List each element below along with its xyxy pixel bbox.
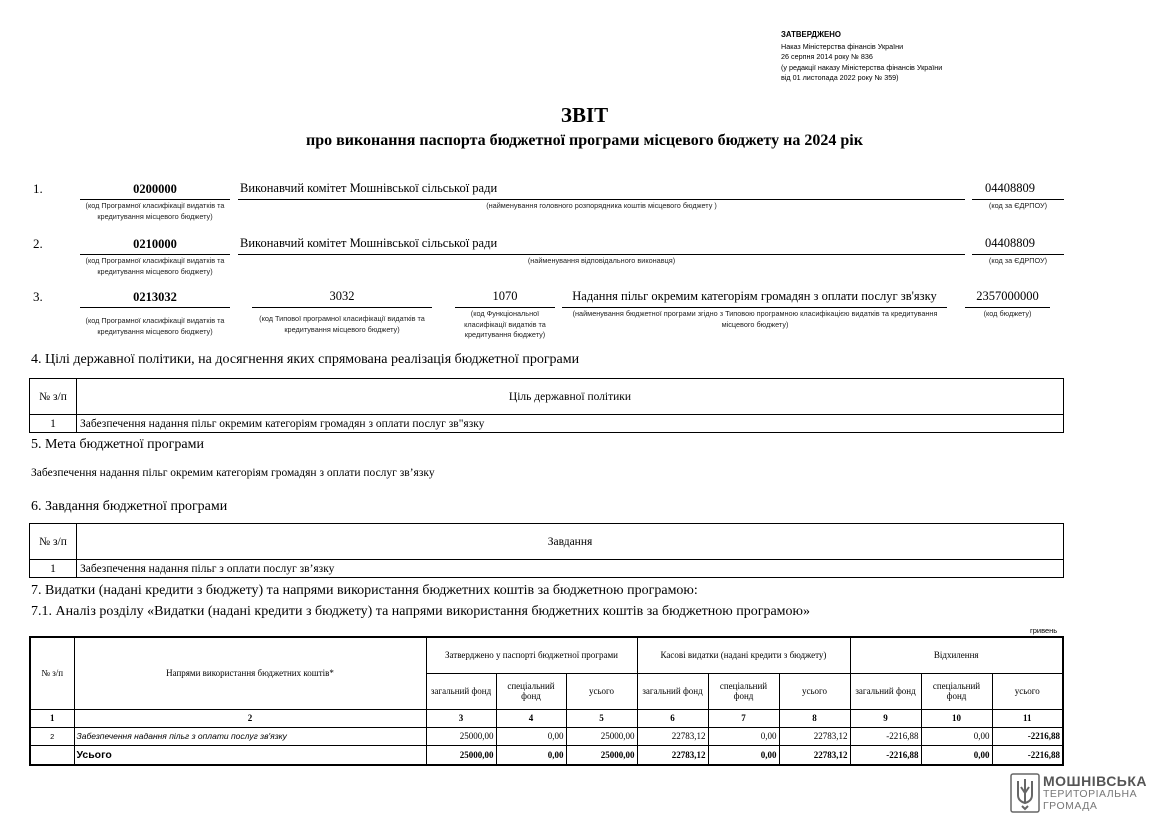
col-index: 2 [74,709,426,727]
col-index: 5 [566,709,637,727]
program-purpose: Забезпечення надання пільг окремим категоріям громадян з оплати послуг зв’язку [31,467,435,479]
col-index: 8 [779,709,850,727]
report-subtitle: про виконання паспорта бюджетної програми місцевого бюджету на 2024 рік [306,132,863,149]
policy-goals-table [29,378,1064,433]
total-deviation-general: -2216,88 [850,745,921,765]
section7-heading: 7. Видатки (надані кредити з бюджету) та напрями використання бюджетних коштів за бюджетною програмою: [31,583,698,598]
goal-text: Забезпечення надання пільг окремим категоріям громадян з оплати послуг зв"язку [77,415,1064,433]
row1-code-caption: (код Програмної класифікації видатків та кредитування місцевого бюджету) [85,201,225,221]
approval-line: від 01 листопада 2022 року № 359) [781,73,899,82]
header-cash-expenses: Касові видатки (надані кредити з бюджету) [637,637,850,673]
header-general-fund: загальний фонд [850,673,921,709]
row3-code: 0213032 [133,290,177,304]
row3-typical-caption: (код Типової програмної класифікації видатків та кредитування місцевого бюджету) [259,314,425,334]
deviation-general: -2216,88 [850,727,921,745]
header-total: усього [566,673,637,709]
col-number-header: № з/п [30,379,77,415]
program-tasks-table [29,523,1064,578]
row3-functional-caption: (код Функціональної класифікації видатків та кредитування бюджету) [464,309,546,339]
approval-line: (у редакції наказу Міністерства фінансів України [781,62,943,72]
total-approved-general: 25000,00 [426,745,496,765]
col-index: 3 [426,709,496,727]
row1-name-caption: (найменування головного розпорядника коштів місцевого бюджету ) [486,201,717,210]
row1-edrpou: 04408809 [985,181,1035,195]
total-deviation-special: 0,00 [921,745,992,765]
col-index: 9 [850,709,921,727]
row3-budget-line [965,307,1050,308]
trident-icon [1010,773,1040,813]
row-number: 1 [30,560,77,578]
total-cash-general: 22783,12 [637,745,708,765]
row1-number: 1. [33,181,43,196]
approved-general: 25000,00 [426,727,496,745]
approval-title: ЗАТВЕРДЖЕНО [781,30,841,39]
header-direction: Напрями використання бюджетних коштів* [74,637,426,709]
header-total: усього [779,673,850,709]
table-row [30,415,1064,433]
approved-special: 0,00 [496,727,566,745]
approval-line: 26 серпня 2014 року № 836 [781,52,873,61]
approval-stamp [781,30,942,84]
section5-heading: 5. Мета бюджетної програми [31,437,204,452]
row3-name-line [562,307,947,308]
header-special-fund: спеціальний фонд [921,673,992,709]
logo-line2: ТЕРИТОРІАЛЬНА [1043,788,1138,800]
cash-special: 0,00 [708,727,779,745]
row3-number: 3. [33,289,43,304]
total-row [30,745,1063,765]
row2-code-line [80,254,230,255]
header-approved: Затверджено у паспорті бюджетної програми [426,637,637,673]
row2-edrpou: 04408809 [985,236,1035,250]
section4-heading: 4. Цілі державної політики, на досягнення яких спрямована реалізація бюджетної програми [31,352,580,367]
row3-code-caption: (код Програмної класифікації видатків та кредитування місцевого бюджету) [85,316,225,336]
row-number: 2 [30,727,74,745]
total-label: Усього [74,745,426,765]
row2-name: Виконавчий комітет Мошнівської сільської ради [240,236,498,250]
total-deviation-total: -2216,88 [992,745,1063,765]
header-deviation: Відхилення [850,637,1063,673]
row-number: 1 [30,415,77,433]
header-total: усього [992,673,1063,709]
col-index: 4 [496,709,566,727]
row1-code: 0200000 [133,182,177,196]
expenditures-table [29,636,1064,766]
currency-unit: гривень [1030,626,1058,635]
row1-name: Виконавчий комітет Мошнівської сільської ради [240,181,498,195]
row1-name-line [238,199,965,200]
column-numbers-row [30,709,1063,727]
col-index: 6 [637,709,708,727]
col-index: 7 [708,709,779,727]
header-general-fund: загальний фонд [637,673,708,709]
row1-edrpou-line [972,199,1064,200]
row3-functional-line [455,307,555,308]
table-row [30,560,1064,578]
row3-typical-code: 3032 [329,289,355,303]
row2-code: 0210000 [133,237,177,251]
deviation-special: 0,00 [921,727,992,745]
col-task-header: Завдання [77,524,1064,560]
row3-functional-code: 1070 [492,289,518,303]
col-goal-header: Ціль державної політики [77,379,1064,415]
row2-edrpou-caption: (код за ЄДРПОУ) [988,256,1048,265]
col-index: 11 [992,709,1063,727]
logo-line3: ГРОМАДА [1043,800,1098,812]
header-general-fund: загальний фонд [426,673,496,709]
row2-name-caption: (найменування відповідального виконавця) [527,256,676,265]
cash-total: 22783,12 [779,727,850,745]
total-empty-cell [30,745,74,765]
row3-budget-caption: (код бюджету) [983,309,1032,318]
row2-edrpou-line [972,254,1064,255]
task-text: Забезпечення надання пільг з оплати послуг зв’язку [77,560,1064,578]
header-special-fund: спеціальний фонд [708,673,779,709]
row1-edrpou-caption: (код за ЄДРПОУ) [988,201,1048,210]
section6-heading: 6. Завдання бюджетної програми [31,499,228,514]
row3-name-caption: (найменування бюджетної програми згідно з Типовою програмною класифікацією видатків та кредитування місцевого бюджету) [572,309,938,329]
total-approved-special: 0,00 [496,745,566,765]
row2-code-caption: (код Програмної класифікації видатків та кредитування місцевого бюджету) [85,256,225,276]
row2-name-line [238,254,965,255]
total-cash-special: 0,00 [708,745,779,765]
community-logo [1010,773,1160,815]
row-direction: Забезпечення надання пільг з оплати послуг зв'язку [74,727,426,745]
report-title: ЗВІТ [560,103,609,127]
col-index: 1 [30,709,74,727]
approval-line: Наказ Міністерства фінансів України [781,41,904,51]
header-number: № з/п [30,637,74,709]
logo-line1: МОШНІВСЬКА [1043,773,1148,789]
deviation-total: -2216,88 [992,727,1063,745]
total-cash-total: 22783,12 [779,745,850,765]
row2-number: 2. [33,236,43,251]
section71-heading: 7.1. Аналіз розділу «Видатки (надані кредити з бюджету) та напрями використання бюджетних коштів за бюджетною програмою» [31,604,811,619]
row3-budget-code: 2357000000 [976,289,1039,303]
col-number-header: № з/п [30,524,77,560]
cash-general: 22783,12 [637,727,708,745]
approved-total: 25000,00 [566,727,637,745]
col-index: 10 [921,709,992,727]
row3-program-name: Надання пільг окремим категоріям громадян з оплати послуг зв'язку [572,289,937,303]
table-row [30,727,1063,745]
header-special-fund: спеціальний фонд [496,673,566,709]
row3-code-line [80,307,230,308]
total-approved-total: 25000,00 [566,745,637,765]
row3-typical-line [252,307,432,308]
row1-code-line [80,199,230,200]
